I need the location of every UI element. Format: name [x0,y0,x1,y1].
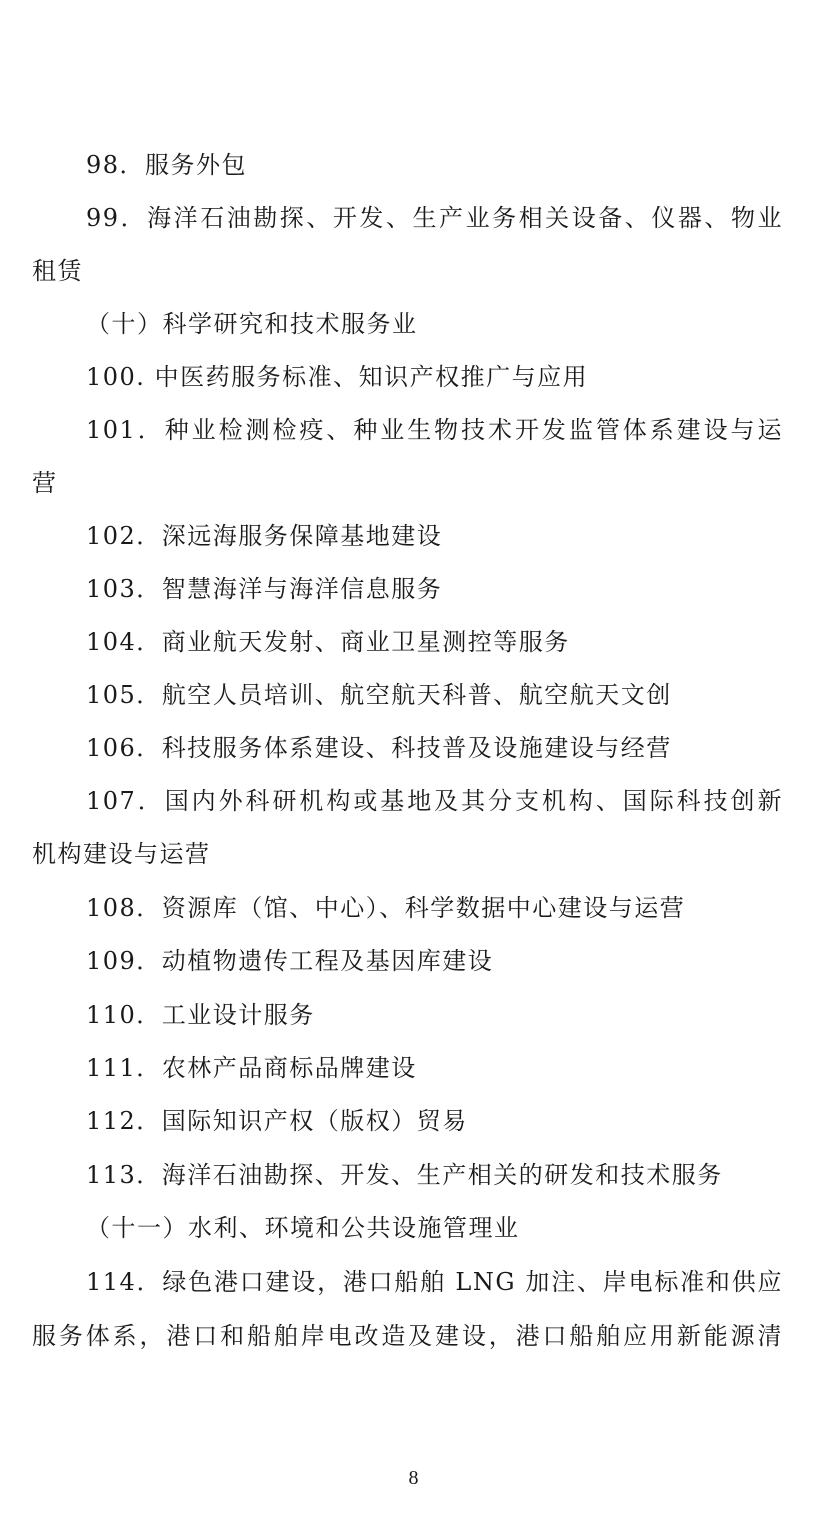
list-item-102: 102．深远海服务保障基地建设 [86,522,443,550]
list-item-114: 114．绿色港口建设，港口船舶 LNG 加注、岸电标准和供应 [86,1268,783,1296]
list-item-106: 106．科技服务体系建设、科技普及设施建设与经营 [86,734,672,762]
list-item-99-continued: 租赁 [32,257,83,285]
list-item-107: 107．国内外科研机构或基地及其分支机构、国际科技创新 [86,787,783,815]
section-heading-11: （十一）水利、环境和公共设施管理业 [86,1214,520,1242]
list-item-105: 105．航空人员培训、航空航天科普、航空航天文创 [86,681,672,709]
list-item-101-continued: 营 [32,469,58,497]
list-item-112: 112．国际知识产权（版权）贸易 [86,1107,468,1135]
list-item-108: 108．资源库（馆、中心）、科学数据中心建设与运营 [86,894,686,922]
section-heading-10: （十）科学研究和技术服务业 [86,310,418,338]
list-item-114-continued: 服务体系，港口和船舶岸电改造及建设，港口船舶应用新能源清 [32,1322,783,1350]
list-item-111: 111．农林产品商标品牌建设 [86,1054,417,1082]
list-item-107-continued: 机构建设与运营 [32,840,211,868]
list-item-110: 110．工业设计服务 [86,1001,315,1029]
list-item-99: 99．海洋石油勘探、开发、生产业务相关设备、仪器、物业 [86,204,783,232]
list-item-98: 98．服务外包 [86,151,248,179]
list-item-101: 101．种业检测检疫、种业生物技术开发监管体系建设与运 [86,416,783,444]
list-item-113: 113．海洋石油勘探、开发、生产相关的研发和技术服务 [86,1161,723,1189]
list-item-100: 100. 中医药服务标准、知识产权推广与应用 [86,363,589,391]
page-number: 8 [408,1467,419,1489]
list-item-104: 104．商业航天发射、商业卫星测控等服务 [86,628,570,656]
list-item-103: 103．智慧海洋与海洋信息服务 [86,575,443,603]
list-item-109: 109．动植物遗传工程及基因库建设 [86,947,494,975]
